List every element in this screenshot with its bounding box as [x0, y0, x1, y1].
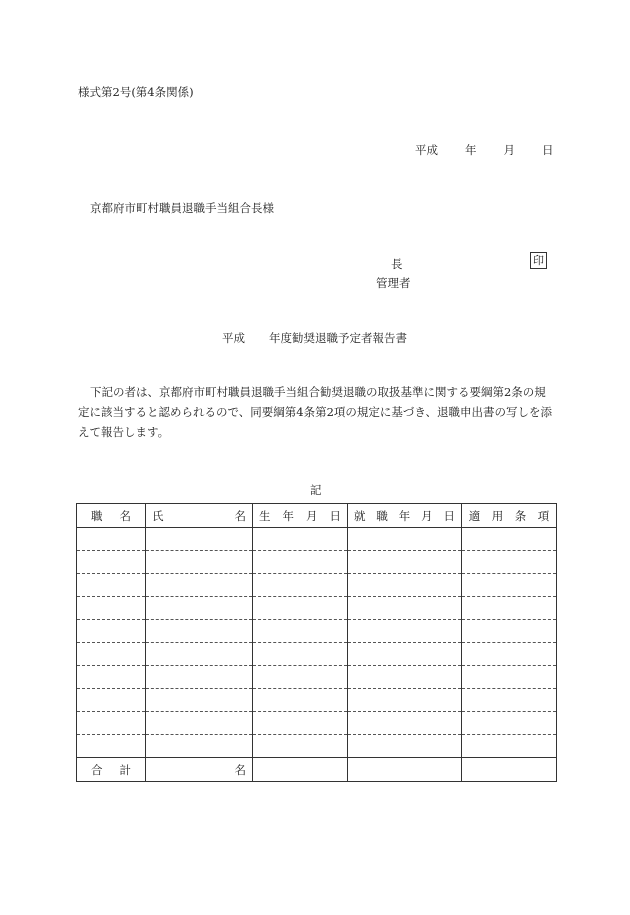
form-number: 様式第2号(第4条関係) [78, 85, 194, 99]
table-row [77, 712, 557, 735]
signer-manager: 管理者 [376, 276, 411, 290]
header-birthdate: 生 年 月 日 [253, 504, 348, 528]
total-label: 合 計 [77, 758, 146, 782]
total-row [77, 758, 557, 782]
title-era: 平成 [222, 331, 245, 345]
table-row [77, 620, 557, 643]
table-row [77, 551, 557, 574]
table-row [77, 643, 557, 666]
table-row [77, 666, 557, 689]
body-text: 下記の者は、京都府市町村職員退職手当組合勧奨退職の取扱基準に関する要綱第2条の規定に該当すると認められるので、同要綱第4条第2項の規定に基づき、退職申出書の写しを添えて報告します。 [78, 385, 552, 439]
date-day: 日 [542, 143, 554, 157]
header-name: 氏 名 [146, 504, 253, 528]
body-paragraph [78, 382, 556, 442]
table-row [77, 689, 557, 712]
date-month: 月 [503, 143, 515, 157]
seal-stamp: 印 [530, 252, 547, 269]
title-text: 年度勧奨退職予定者報告書 [269, 331, 407, 345]
ki-heading: 記 [310, 483, 322, 497]
date-year: 年 [465, 143, 477, 157]
total-count-unit: 名 [146, 758, 253, 782]
report-date [415, 142, 554, 158]
signer-title: 長 [391, 257, 403, 271]
document-title [222, 330, 407, 346]
table-row [77, 735, 557, 758]
date-era: 平成 [415, 143, 438, 157]
table-header-row [77, 504, 557, 528]
addressee: 京都府市町村職員退職手当組合長様 [90, 201, 274, 215]
header-applicable-clause: 適 用 条 項 [462, 504, 557, 528]
header-employment-date: 就 職 年 月 日 [348, 504, 462, 528]
table-row [77, 528, 557, 551]
table-row [77, 574, 557, 597]
header-position: 職 名 [77, 504, 146, 528]
table-row [77, 597, 557, 620]
record-table [76, 503, 557, 782]
